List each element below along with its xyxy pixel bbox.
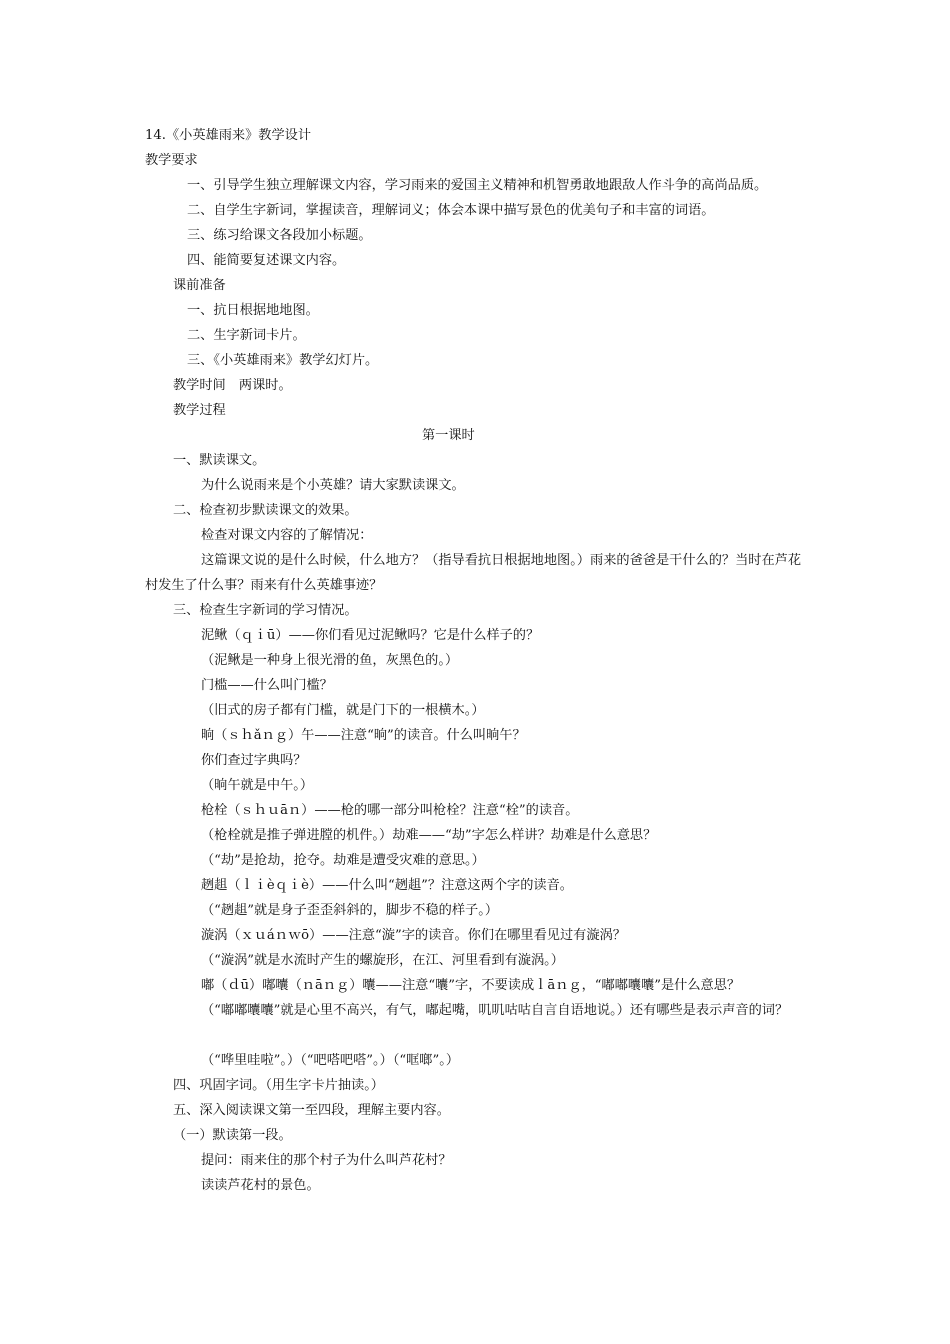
vocab-line: 趔趄（ｌｉèｑｉè）——什么叫“趔趄”？注意这两个字的读音。 <box>201 878 573 893</box>
vocab-line: 枪栓（ｓｈｕāｎ）——枪的哪一部分叫枪栓？注意“栓”的读音。 <box>201 803 579 818</box>
text-line: （“哗里哇啦”。）（“吧嗒吧嗒”。）（“哐啷”。） <box>201 1053 460 1068</box>
requirement-item: 三、练习给课文各段加小标题。 <box>187 228 372 243</box>
prep-item: 二、生字新词卡片。 <box>187 328 306 343</box>
lesson-heading: 第一课时 <box>422 428 475 443</box>
requirement-item: 二、自学生字新词，掌握读音，理解词义；体会本课中描写景色的优美句子和丰富的词语。 <box>187 203 715 218</box>
vocab-explanation: （枪栓就是推子弹进膛的机件。）劫难——“劫”字怎么样讲？劫难是什么意思？ <box>201 828 657 843</box>
teaching-time: 教学时间 两课时。 <box>173 378 292 393</box>
vocab-line: 泥鳅（ｑｉū）——你们看见过泥鳅吗？它是什么样子的？ <box>201 628 540 643</box>
section-heading: 五、深入阅读课文第一至四段，理解主要内容。 <box>173 1103 450 1118</box>
vocab-explanation: （“漩涡”就是水流时产生的螺旋形，在江、河里看到有漩涡。） <box>201 953 564 968</box>
section-heading: 二、检查初步默读课文的效果。 <box>173 503 358 518</box>
text-line: 提问：雨来住的那个村子为什么叫芦花村？ <box>201 1153 452 1168</box>
vocab-explanation: （晌午就是中午。） <box>201 778 314 793</box>
text-line: 为什么说雨来是个小英雄？请大家默读课文。 <box>201 478 465 493</box>
text-line: 你们查过字典吗？ <box>201 753 307 768</box>
vocab-explanation: （“趔趄”就是身子歪歪斜斜的，脚步不稳的样子。） <box>201 903 499 918</box>
vocab-line: 漩涡（ｘｕáｎｗō）——注意“漩”字的读音。你们在哪里看见过有漩涡？ <box>201 928 626 943</box>
text-paragraph: 这篇课文说的是什么时候，什么地方？（指导看抗日根据地地图。）雨来的爸爸是干什么的？当时在芦花村发生了什么事？雨来有什么英雄事迹？ <box>145 553 802 593</box>
requirement-item: 四、能简要复述课文内容。 <box>187 253 346 268</box>
section-heading: 四、巩固字词。（用生字卡片抽读。） <box>173 1078 384 1093</box>
section-heading: 三、检查生字新词的学习情况。 <box>173 603 358 618</box>
section-heading: 一、默读课文。 <box>173 453 266 468</box>
text-line: 读读芦花村的景色。 <box>201 1178 320 1193</box>
vocab-explanation: （旧式的房子都有门槛，就是门下的一根横木。） <box>201 703 485 718</box>
vocab-line: 晌（ｓｈǎｎｇ）午——注意“晌”的读音。什么叫晌午？ <box>201 728 526 743</box>
document-title: 14.《小英雄雨来》教学设计 <box>145 128 312 143</box>
prep-item: 三、《小英雄雨来》教学幻灯片。 <box>187 353 379 368</box>
text-line: 检查对课文内容的了解情况： <box>201 528 373 543</box>
subsection-heading: （一）默读第一段。 <box>173 1128 292 1143</box>
prep-item: 一、抗日根据地地图。 <box>187 303 319 318</box>
vocab-explanation: （“劫”是抢劫，抢夺。劫难是遭受灾难的意思。） <box>201 853 485 868</box>
process-heading: 教学过程 <box>173 403 226 418</box>
vocab-explanation: （“嘟嘟囔囔”就是心里不高兴，有气，嘟起嘴，叽叽咕咕自言自语地说。）还有哪些是表示声音的词？ <box>201 1003 789 1018</box>
vocab-explanation: （泥鳅是一种身上很光滑的鱼，灰黑色的。） <box>201 653 459 668</box>
vocab-line: 嘟（ｄū）嘟囔（ｎāｎｇ）囔——注意“囔”字，不要读成ｌāｎｇ，“嘟嘟囔囔”是什么意思？ <box>201 978 741 993</box>
requirement-item: 一、引导学生独立理解课文内容，学习雨来的爱国主义精神和机智勇敢地跟敌人作斗争的高尚品质。 <box>187 178 768 193</box>
vocab-line: 门槛——什么叫门槛？ <box>201 678 333 693</box>
requirements-heading: 教学要求 <box>145 153 198 168</box>
prep-heading: 课前准备 <box>173 278 226 293</box>
